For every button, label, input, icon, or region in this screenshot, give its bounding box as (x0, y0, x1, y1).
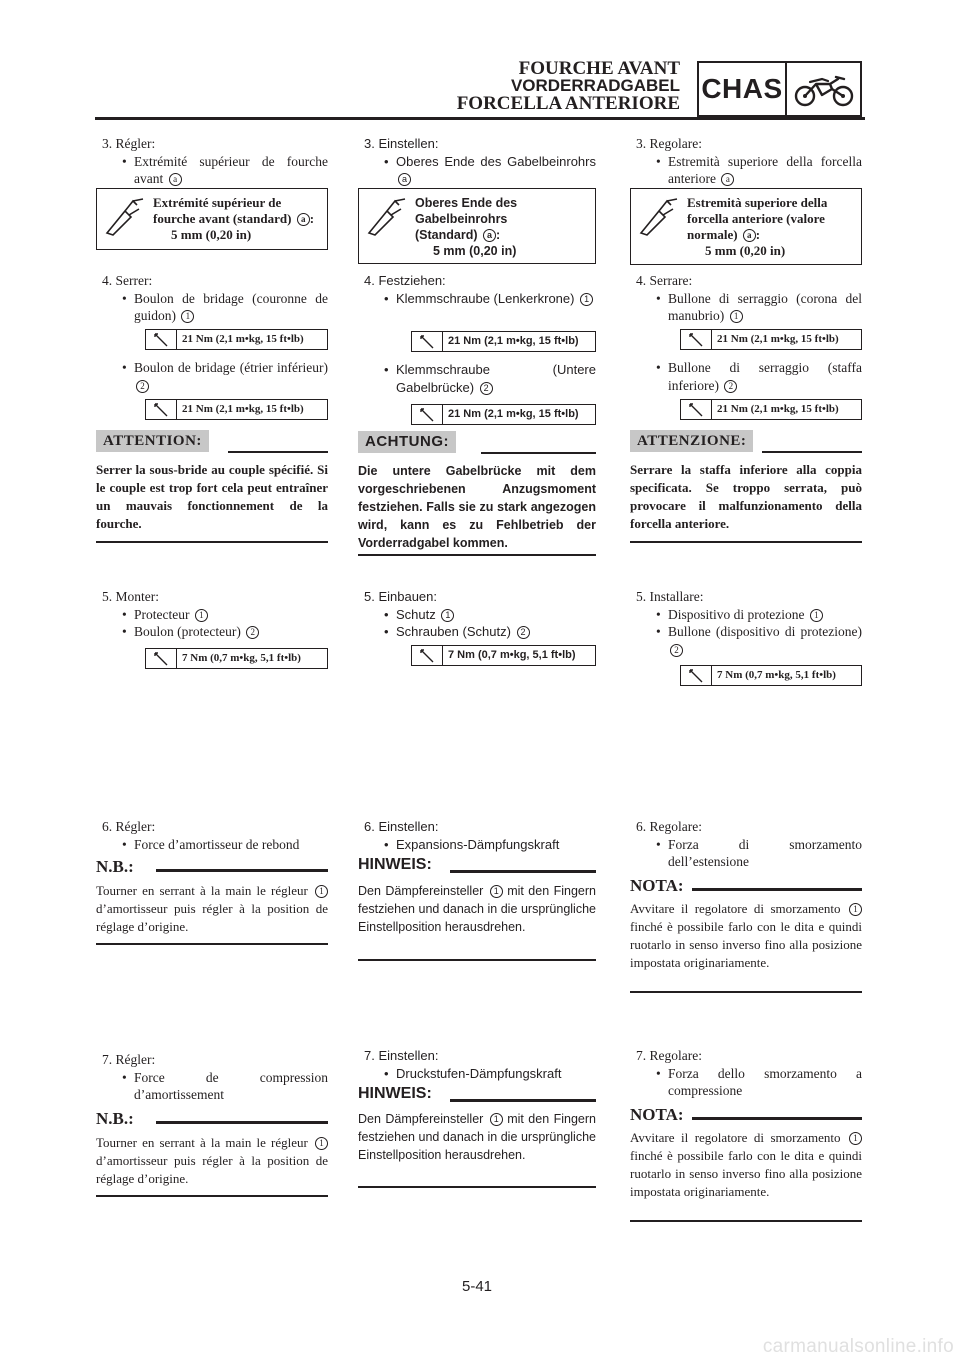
it-step-4-item-2: • Bullone di serraggio (staffa inferiore) 2 (630, 359, 862, 394)
wrench-icon (681, 400, 712, 419)
ref-marker-1: 1 (849, 903, 862, 916)
note-rule (692, 1117, 862, 1120)
fr-step-5-item-2: • Boulon (protecteur) 2 (96, 623, 328, 641)
page-number: 5-41 (462, 1278, 493, 1295)
it-step-6-title: 6. Regolare: (636, 819, 702, 834)
ref-marker-1: 1 (849, 1132, 862, 1145)
it-step-5 (630, 588, 862, 658)
fr-step-6-title: 6. Régler: (102, 819, 156, 834)
it-spec-line-3: normale) (687, 227, 738, 242)
de-caution-label: ACHTUNG: (358, 431, 456, 453)
it-spec-value: 5 mm (0,20 in) (705, 243, 786, 258)
fr-torque-value-3: 7 Nm (0,7 m•kg, 5,1 ft•lb) (182, 652, 301, 664)
it-step-4-item-1: • Bullone di serraggio (corona del manubrio) 1 (630, 290, 862, 325)
ref-marker-2: 2 (246, 626, 259, 639)
de-step-4-item-2: • Klemmschraube (Untere Gabelbrücke) 2 (358, 361, 596, 396)
it-spec-line-2: forcella anteriore (valore (687, 211, 825, 226)
fr-note-text-6: Tourner en serrant à la main le régleur 1 d’amortisseur puis régler à la position de réglage d’origine. (96, 883, 328, 934)
it-torque-spec-1 (680, 329, 862, 350)
de-step-5 (358, 588, 596, 641)
de-spec-line-2: Gabelbeinrohrs (415, 212, 508, 226)
section-end-rule (358, 959, 596, 961)
ref-marker-1: 1 (315, 1137, 328, 1150)
section-end-rule (358, 1186, 596, 1188)
ref-marker-2: 2 (136, 380, 149, 393)
ref-marker-a: a (721, 173, 734, 186)
it-step-5-item-1: • Dispositivo di protezione 1 (630, 606, 862, 624)
de-spec-value: 5 mm (0,20 in) (433, 244, 517, 258)
it-step-3 (630, 135, 862, 188)
section-end-rule (630, 541, 862, 543)
section-end-rule (96, 943, 328, 945)
ref-marker-2: 2 (517, 626, 530, 639)
it-step-5-item-2: • Bullone (dispositivo di protezione) 2 (630, 623, 862, 658)
header-title-de: VORDERRADGABEL (510, 76, 680, 95)
de-note-text-7: Den Dämpfereinsteller 1 mit den Fingern festziehen und danach in die ursprüngliche Einstellposition herausdrehen. (358, 1112, 596, 1162)
fr-torque-value-2: 21 Nm (2,1 m•kg, 15 ft•lb) (182, 403, 304, 415)
note-rule (692, 888, 862, 891)
de-note-text-6: Den Dämpfereinsteller 1 mit den Fingern festziehen und danach in die ursprüngliche Einstellposition herausdrehen. (358, 884, 596, 934)
fr-step-5 (96, 588, 328, 641)
de-step-3 (358, 135, 596, 188)
de-step-5-title: 5. Einbauen: (364, 589, 438, 604)
it-step-3-item-1: • Estremità superiore della forcella anteriore a (630, 153, 862, 188)
it-step-4-title: 4. Serrare: (636, 273, 693, 288)
de-torque-value-3: 7 Nm (0,7 m•kg, 5,1 ft•lb) (448, 649, 576, 661)
it-torque-value-3: 7 Nm (0,7 m•kg, 5,1 ft•lb) (717, 669, 836, 681)
caution-rule (481, 452, 596, 454)
it-caution-label: ATTENZIONE: (630, 430, 753, 452)
ref-marker-a: a (169, 173, 182, 186)
fr-spec-line-2: fourche avant (standard) (153, 211, 292, 226)
it-caution-header (630, 430, 862, 452)
de-step-4-item-1: • Klemmschraube (Lenkerkrone) 1 (358, 290, 596, 308)
fr-step-6 (96, 818, 328, 853)
fr-torque-spec-1 (145, 329, 328, 350)
fr-caution-header (96, 430, 328, 452)
it-step-6 (630, 818, 862, 871)
fr-note-label-6: N.B.: (96, 857, 134, 876)
wrench-icon (146, 649, 177, 668)
de-step-3-title: 3. Einstellen: (364, 136, 439, 151)
note-rule (450, 1099, 596, 1102)
ref-marker-1: 1 (810, 609, 823, 622)
section-end-rule (96, 541, 328, 543)
header-rule (95, 117, 865, 120)
wrench-icon (146, 400, 177, 419)
fr-torque-spec-2 (145, 399, 328, 420)
it-step-4 (630, 272, 862, 325)
wrench-icon (412, 405, 443, 424)
de-torque-spec-3 (411, 645, 596, 666)
it-step-7 (630, 1047, 862, 1100)
de-caution-header (358, 431, 596, 453)
wrench-icon (412, 646, 443, 665)
watermark: carmanualsonline.info (762, 1336, 954, 1357)
fr-step-4-item-1: • Boulon de bridage (couronne de guidon) 1 (96, 290, 328, 325)
it-torque-value-2: 21 Nm (2,1 m•kg, 15 ft•lb) (717, 403, 839, 415)
ref-marker-1: 1 (490, 885, 503, 898)
de-step-7-item-1: • Druckstufen-Dämpfungskraft (358, 1065, 596, 1083)
fr-step-4-item-2: • Boulon de bridage (étrier inférieur) 2 (96, 359, 328, 394)
wrench-icon (681, 666, 712, 685)
header-title-fr: FOURCHE AVANT (518, 58, 680, 79)
fr-step-3-item-1: • Extrémité supérieur de fourche avant a (96, 153, 328, 188)
motorcycle-icon (787, 63, 860, 115)
fr-step-5-item-1: • Protecteur 1 (96, 606, 328, 624)
ref-marker-1: 1 (730, 310, 743, 323)
de-step-5-item-2: • Schrauben (Schutz) 2 (358, 623, 596, 641)
ref-marker-2: 2 (670, 644, 683, 657)
fr-step-6-item-1: • Force d’amortisseur de rebond (96, 836, 328, 854)
caution-rule (762, 451, 862, 453)
de-step-5-item-1: • Schutz 1 (358, 606, 596, 624)
ref-marker-a: a (743, 229, 756, 242)
section-end-rule (96, 1195, 328, 1197)
it-spec-line-1: Estremità superiore della (687, 195, 828, 210)
de-step-6-item-1: • Expansions-Dämpfungskraft (358, 836, 596, 854)
note-rule (156, 1121, 328, 1124)
de-torque-spec-2 (411, 404, 596, 425)
fr-step-7-item-1: • Force de compression d’amortissement (96, 1069, 328, 1104)
section-end-rule (630, 1220, 862, 1222)
de-step-7 (358, 1047, 596, 1082)
it-torque-value-1: 21 Nm (2,1 m•kg, 15 ft•lb) (717, 333, 839, 345)
fr-spec-line-1: Extrémité supérieur de (153, 195, 282, 210)
it-note-label-6: NOTA: (630, 876, 684, 895)
it-caution-text: Serrare la staffa inferiore alla coppia specificata. Se troppo serrata, può provocare il malfunzionamento della forcella anteriore. (630, 462, 862, 531)
de-step-7-title: 7. Einstellen: (364, 1048, 439, 1063)
it-step-7-title: 7. Regolare: (636, 1048, 702, 1063)
de-torque-value-1: 21 Nm (2,1 m•kg, 15 ft•lb) (448, 335, 579, 347)
de-spec-line-3: (Standard) (415, 228, 478, 242)
note-rule (156, 869, 328, 872)
de-caution-text: Die untere Gabelbrücke mit dem vorgeschriebenen Anzugsmoment festziehen. Falls sie zu stark angezogen wird, kann es zu Fehlbetrieb der Vorderradgabel kommen. (358, 464, 596, 550)
section-end-rule (358, 554, 596, 556)
de-note-label-7: HINWEIS: (358, 1085, 432, 1102)
ref-marker-1: 1 (181, 310, 194, 323)
header-title-it: FORCELLA ANTERIORE (456, 93, 680, 114)
ref-marker-2: 2 (480, 382, 493, 395)
ref-marker-a: a (483, 229, 496, 242)
fr-note-label-7: N.B.: (96, 1109, 134, 1128)
de-step-4-title: 4. Festziehen: (364, 273, 446, 288)
fr-torque-spec-3 (145, 648, 328, 669)
de-torque-spec-1 (411, 331, 596, 352)
it-note-text-6: Avvitare il regolatore di smorzamento 1 finché è possibile farlo con le dita e quindi ruotarlo in senso inverso fino alla posizione impostata originariamente. (630, 901, 862, 970)
wrench-icon (146, 330, 177, 349)
de-step-6-title: 6. Einstellen: (364, 819, 439, 834)
ref-marker-1: 1 (315, 885, 328, 898)
section-code: CHAS (699, 63, 787, 115)
it-step-6-item-1: • Forza di smorzamento dell’estensione (630, 836, 862, 871)
fr-step-4 (96, 272, 328, 325)
wrench-icon (412, 332, 443, 351)
fr-torque-value-1: 21 Nm (2,1 m•kg, 15 ft•lb) (182, 333, 304, 345)
fr-note-text-7: Tourner en serrant à la main le régleur 1 d’amortisseur puis régler à la position de réglage d’origine. (96, 1135, 328, 1186)
caliper-spec-icon (365, 197, 409, 237)
it-torque-spec-3 (680, 665, 862, 686)
section-end-rule (630, 991, 862, 993)
ref-marker-2: 2 (724, 380, 737, 393)
de-step-4 (358, 272, 596, 307)
it-standard-spec-box: Estremità superiore della forcella anteriore (valore normale) a : 5 mm (0,20 in) (630, 188, 862, 265)
ref-marker-1: 1 (195, 609, 208, 622)
fr-step-4-title: 4. Serrer: (102, 273, 153, 288)
fr-standard-spec-box: Extrémité supérieur de fourche avant (standard) a : 5 mm (0,20 in) (96, 188, 328, 250)
fr-spec-value: 5 mm (0,20 in) (171, 227, 252, 242)
it-step-5-title: 5. Installare: (636, 589, 704, 604)
it-step-3-title: 3. Regolare: (636, 136, 702, 151)
it-note-label-7: NOTA: (630, 1105, 684, 1124)
de-standard-spec-box: Oberes Ende des Gabelbeinrohrs (Standard) a : 5 mm (0,20 in) (358, 188, 596, 264)
fr-caution-text: Serrer la sous-bride au couple spécifié. Si le couple est trop fort cela peut entraîner un mauvais fonctionnement de la fourche. (96, 462, 328, 531)
ref-marker-a: a (398, 173, 411, 186)
it-note-text-7: Avvitare il regolatore di smorzamento 1 finché è possibile farlo con le dita e quindi ruotarlo in senso inverso fino alla posizione impostata originariamente. (630, 1130, 862, 1199)
ref-marker-1: 1 (580, 293, 593, 306)
it-torque-spec-2 (680, 399, 862, 420)
ref-marker-1: 1 (441, 609, 454, 622)
note-rule (450, 870, 596, 873)
fr-step-7 (96, 1051, 328, 1104)
ref-marker-a: a (297, 213, 310, 226)
de-step-6 (358, 818, 596, 853)
de-spec-line-1: Oberes Ende des (415, 196, 518, 210)
caliper-spec-icon (637, 197, 681, 237)
caliper-spec-icon (103, 197, 147, 237)
de-step-3-item-1: • Oberes Ende des Gabelbeinrohrs a (358, 153, 596, 188)
fr-step-5-title: 5. Monter: (102, 589, 159, 604)
fr-step-3 (96, 135, 328, 188)
ref-marker-1: 1 (490, 1113, 503, 1126)
fr-step-3-title: 3. Régler: (102, 136, 156, 151)
fr-step-7-title: 7. Régler: (102, 1052, 156, 1067)
wrench-icon (681, 330, 712, 349)
de-note-label-6: HINWEIS: (358, 856, 432, 873)
it-step-7-item-1: • Forza dello smorzamento a compressione (630, 1065, 862, 1100)
fr-caution-label: ATTENTION: (96, 430, 209, 452)
de-torque-value-2: 21 Nm (2,1 m•kg, 15 ft•lb) (448, 408, 579, 420)
section-badge (697, 61, 862, 117)
caution-rule (228, 451, 328, 453)
